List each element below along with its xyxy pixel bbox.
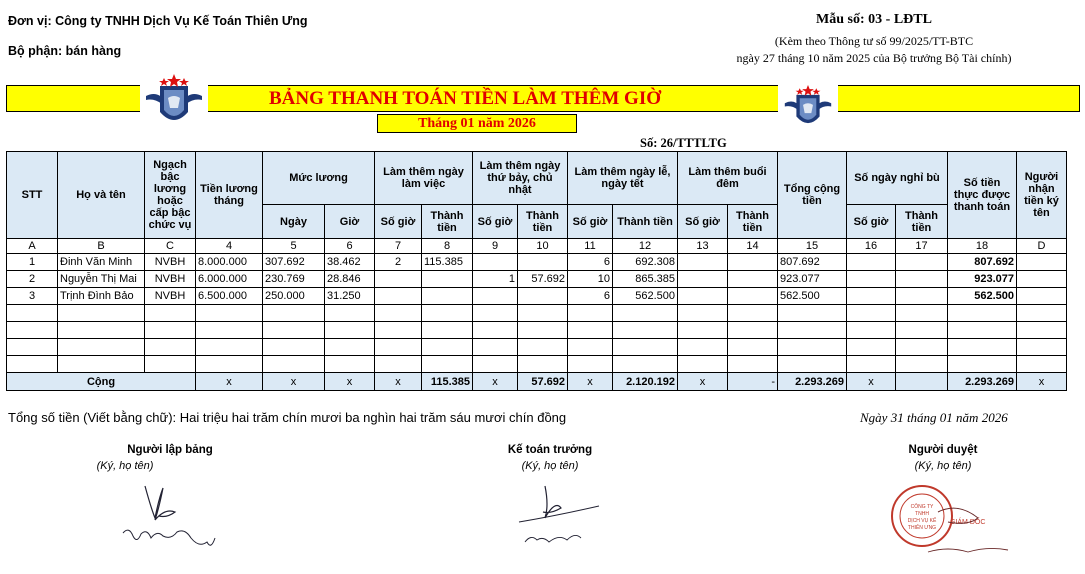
table-row xyxy=(7,288,1067,305)
empty-row xyxy=(7,322,1067,339)
subheader-hours: Số giờ xyxy=(847,205,896,239)
header-weekday-ot: Làm thêm ngày làm việc xyxy=(375,152,473,205)
total-cell xyxy=(896,373,948,391)
table-row xyxy=(7,271,1067,288)
subheader-amount: Thành tiền xyxy=(422,205,473,239)
empty-row xyxy=(7,339,1067,356)
svg-text:GIÁM ĐỐC: GIÁM ĐỐC xyxy=(950,519,986,526)
cell-weekday-amount: 115.385 xyxy=(422,254,473,271)
total-cell: x xyxy=(473,373,518,391)
cell-weekend-amount xyxy=(518,254,568,271)
cell-holiday-amount: 865.385 xyxy=(613,271,678,288)
index-cell: 5 xyxy=(263,239,325,254)
cell-stt: 2 xyxy=(7,271,58,288)
total-cell: x xyxy=(568,373,613,391)
cell-name: Trịnh Đình Bảo xyxy=(58,288,145,305)
total-cell: x xyxy=(196,373,263,391)
index-cell: 10 xyxy=(518,239,568,254)
circular-line-1: (Kèm theo Thông tư số 99/2025/TT-BTC xyxy=(774,34,974,48)
cell-night-amount xyxy=(728,271,778,288)
index-cell: 9 xyxy=(473,239,518,254)
subheader-amount: Thành tiền xyxy=(896,205,948,239)
total-cell: x xyxy=(1017,373,1067,391)
cell-weekday-amount xyxy=(422,271,473,288)
cell-night-amount xyxy=(728,254,778,271)
cell-sign xyxy=(1017,254,1067,271)
index-cell: 12 xyxy=(613,239,678,254)
cell-hour-rate: 28.846 xyxy=(325,271,375,288)
index-cell: 14 xyxy=(728,239,778,254)
cell-sign xyxy=(1017,288,1067,305)
cell-weekend-hours xyxy=(473,288,518,305)
index-cell: 13 xyxy=(678,239,728,254)
cell-total: 562.500 xyxy=(778,288,847,305)
index-row xyxy=(7,239,1067,254)
total-holiday-amount: 2.120.192 xyxy=(613,373,678,391)
cell-holiday-hours: 6 xyxy=(568,288,613,305)
index-cell: 6 xyxy=(325,239,375,254)
accountant-signature xyxy=(515,478,615,548)
circular-line-2: ngày 27 tháng 10 năm 2025 của Bộ trưởng Bộ Tài chính) xyxy=(736,51,1012,65)
cell-stt: 3 xyxy=(7,288,58,305)
index-cell: 17 xyxy=(896,239,948,254)
cell-weekday-hours xyxy=(375,271,422,288)
total-cell: x xyxy=(678,373,728,391)
cell-salary: 6.500.000 xyxy=(196,288,263,305)
department: Bộ phận: bán hàng xyxy=(8,44,122,58)
subheader-amount: Thành tiền xyxy=(518,205,568,239)
subheader-amount: Thành tiền xyxy=(613,205,678,239)
cell-payable: 807.692 xyxy=(948,254,1017,271)
cell-hour-rate: 31.250 xyxy=(325,288,375,305)
total-cell: x xyxy=(375,373,422,391)
unit-name: Đơn vị: Công ty TNHH Dịch Vụ Kế Toán Thiên Ưng xyxy=(8,14,308,28)
cell-sign xyxy=(1017,271,1067,288)
cell-rank: NVBH xyxy=(145,271,196,288)
cell-weekend-hours: 1 xyxy=(473,271,518,288)
index-cell: 11 xyxy=(568,239,613,254)
svg-text:DỊCH VỤ KẾ: DỊCH VỤ KẾ xyxy=(907,518,937,524)
cell-night-amount xyxy=(728,288,778,305)
header-name: Họ và tên xyxy=(58,152,145,239)
cell-total: 923.077 xyxy=(778,271,847,288)
index-cell: 4 xyxy=(196,239,263,254)
index-cell: B xyxy=(58,239,145,254)
cell-day-rate: 230.769 xyxy=(263,271,325,288)
total-night-amount: - xyxy=(728,373,778,391)
cell-payable: 923.077 xyxy=(948,271,1017,288)
cell-holiday-hours: 10 xyxy=(568,271,613,288)
index-cell: A xyxy=(7,239,58,254)
cell-stt: 1 xyxy=(7,254,58,271)
total-payable: 2.293.269 xyxy=(948,373,1017,391)
cell-name: Đinh Văn Minh xyxy=(58,254,145,271)
svg-text:CÔNG TY: CÔNG TY xyxy=(910,504,934,510)
total-grand: 2.293.269 xyxy=(778,373,847,391)
cell-rank: NVBH xyxy=(145,254,196,271)
subheader-hours: Số giờ xyxy=(473,205,518,239)
approver-stamp xyxy=(888,482,1018,562)
amount-in-words: Tổng số tiền (Viết bằng chữ): Hai triệu hai trăm chín mươi ba nghìn hai trăm sáu mươi chín đồng xyxy=(8,410,567,425)
index-cell: 16 xyxy=(847,239,896,254)
preparer-title: Người lập bảng xyxy=(127,444,213,456)
total-cell: x xyxy=(325,373,375,391)
document-number: Số: 26/TTTLTG xyxy=(640,136,727,150)
total-label: Cộng xyxy=(7,373,196,391)
header-monthly-salary: Tiền lương tháng xyxy=(196,152,263,239)
cell-name: Nguyễn Thị Mai xyxy=(58,271,145,288)
header-rate: Mức lương xyxy=(263,152,375,205)
accountant-title: Kế toán trưởng xyxy=(507,444,593,456)
approver-subtitle: (Ký, họ tên) xyxy=(914,460,972,472)
cell-hour-rate: 38.462 xyxy=(325,254,375,271)
subheader-hours: Số giờ xyxy=(678,205,728,239)
header-holiday-ot: Làm thêm ngày lễ, ngày tết xyxy=(568,152,678,205)
cell-payable: 562.500 xyxy=(948,288,1017,305)
cell-leave-hours xyxy=(847,254,896,271)
subheader-hour: Giờ xyxy=(325,205,375,239)
cell-day-rate: 250.000 xyxy=(263,288,325,305)
header-payable: Số tiền thực được thanh toán xyxy=(948,152,1017,239)
month-label: Tháng 01 năm 2026 xyxy=(377,114,577,133)
subheader-day: Ngày xyxy=(263,205,325,239)
cell-night-hours xyxy=(678,271,728,288)
index-cell: 18 xyxy=(948,239,1017,254)
subheader-hours: Số giờ xyxy=(568,205,613,239)
accountant-subtitle: (Ký, họ tên) xyxy=(521,460,579,472)
company-logo-left xyxy=(140,68,208,138)
cell-rank: NVBH xyxy=(145,288,196,305)
index-cell: D xyxy=(1017,239,1067,254)
cell-salary: 6.000.000 xyxy=(196,271,263,288)
total-weekend-amount: 57.692 xyxy=(518,373,568,391)
index-cell: C xyxy=(145,239,196,254)
cell-weekday-hours xyxy=(375,288,422,305)
cell-weekend-amount xyxy=(518,288,568,305)
header-night-ot: Làm thêm buổi đêm xyxy=(678,152,778,205)
index-cell: 15 xyxy=(778,239,847,254)
form-number: Mẫu số: 03 - LĐTL xyxy=(816,12,932,27)
total-weekday-amount: 115.385 xyxy=(422,373,473,391)
cell-salary: 8.000.000 xyxy=(196,254,263,271)
empty-row xyxy=(7,305,1067,322)
svg-text:TNHH: TNHH xyxy=(915,511,929,517)
cell-holiday-amount: 692.308 xyxy=(613,254,678,271)
total-cell: x xyxy=(847,373,896,391)
preparer-subtitle: (Ký, họ tên) xyxy=(96,460,154,472)
cell-total: 807.692 xyxy=(778,254,847,271)
subheader-hours: Số giờ xyxy=(375,205,422,239)
cell-weekend-hours xyxy=(473,254,518,271)
total-row xyxy=(7,373,1067,391)
header-total: Tổng cộng tiền xyxy=(778,152,847,239)
cell-holiday-amount: 562.500 xyxy=(613,288,678,305)
svg-text:THIÊN ƯNG: THIÊN ƯNG xyxy=(907,525,937,531)
header-rank: Ngạch bậc lương hoặc cấp bậc chức vụ xyxy=(145,152,196,239)
cell-weekday-hours: 2 xyxy=(375,254,422,271)
cell-weekend-amount: 57.692 xyxy=(518,271,568,288)
table-row xyxy=(7,254,1067,271)
company-logo-right xyxy=(778,80,838,138)
cell-night-hours xyxy=(678,254,728,271)
preparer-signature xyxy=(115,478,225,558)
cell-leave-amount xyxy=(896,254,948,271)
approver-title: Người duyệt xyxy=(908,444,978,456)
header-weekend-ot: Làm thêm ngày thứ bảy, chủ nhật xyxy=(473,152,568,205)
cell-weekday-amount xyxy=(422,288,473,305)
header-recipient-sign: Người nhận tiền ký tên xyxy=(1017,152,1067,239)
subheader-amount: Thành tiền xyxy=(728,205,778,239)
header-stt: STT xyxy=(7,152,58,239)
empty-row xyxy=(7,356,1067,373)
date-line: Ngày 31 tháng 01 năm 2026 xyxy=(860,410,1008,425)
cell-holiday-hours: 6 xyxy=(568,254,613,271)
cell-night-hours xyxy=(678,288,728,305)
cell-leave-hours xyxy=(847,288,896,305)
cell-leave-amount xyxy=(896,271,948,288)
page-title: BẢNG THANH TOÁN TIỀN LÀM THÊM GIỜ xyxy=(268,88,662,109)
header-compensatory-leave: Số ngày nghỉ bù xyxy=(847,152,948,205)
cell-day-rate: 307.692 xyxy=(263,254,325,271)
index-cell: 7 xyxy=(375,239,422,254)
index-cell: 8 xyxy=(422,239,473,254)
cell-leave-amount xyxy=(896,288,948,305)
cell-leave-hours xyxy=(847,271,896,288)
total-cell: x xyxy=(263,373,325,391)
overtime-table xyxy=(6,151,1067,391)
